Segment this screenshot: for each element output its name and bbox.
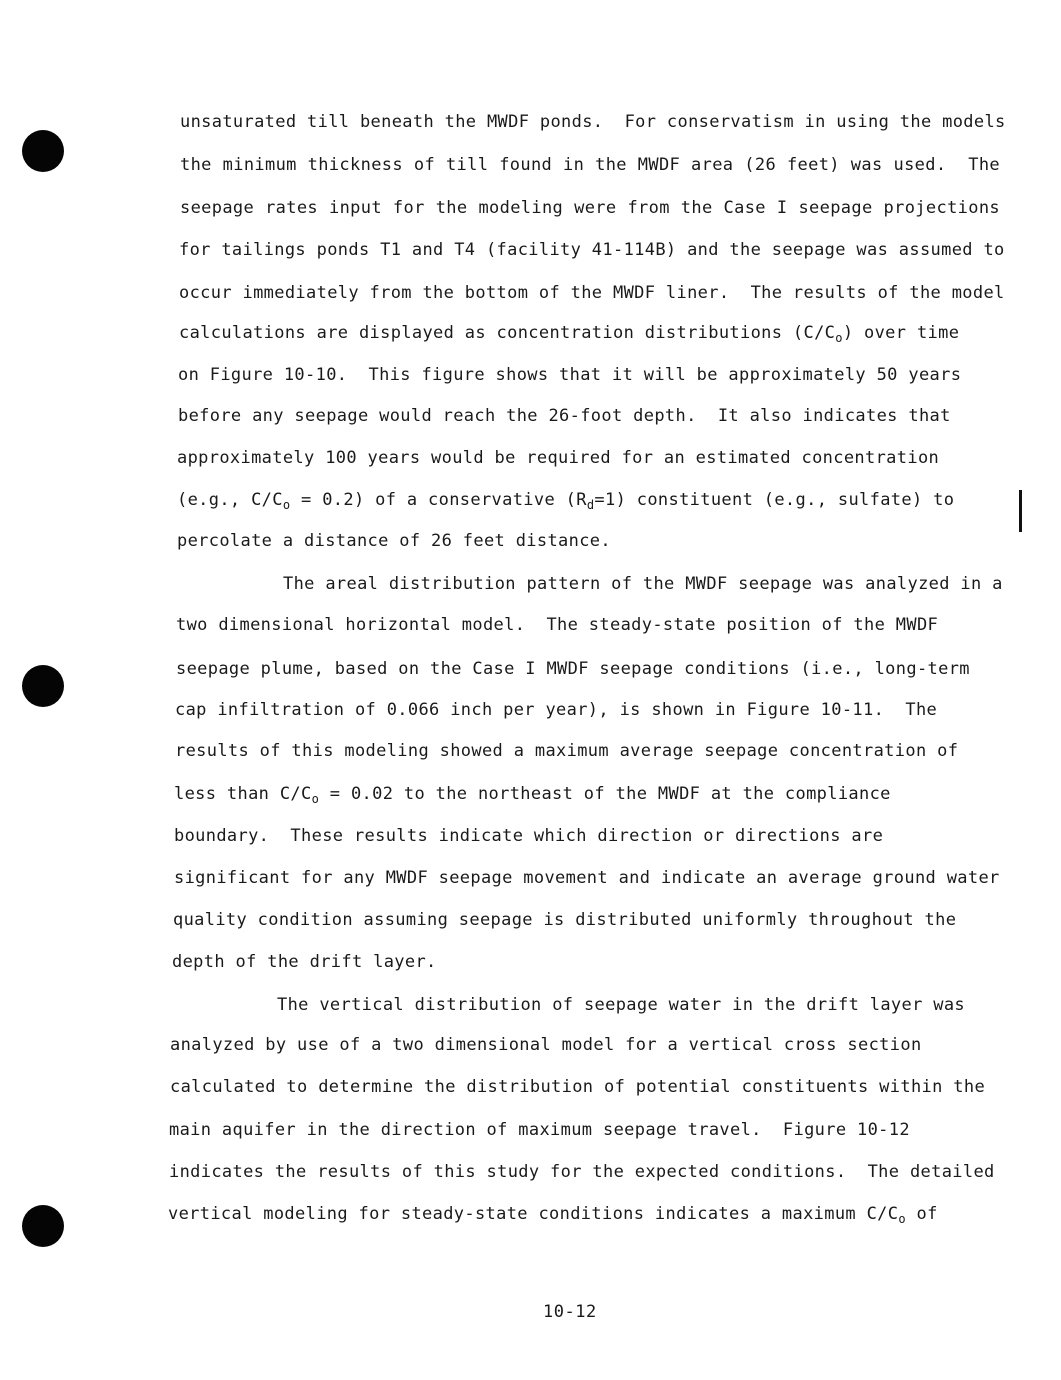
text-segment: =1) constituent (e.g., sulfate) to	[594, 490, 955, 510]
text-line: the minimum thickness of till found in the MWDF area (26 feet) was used. The	[180, 155, 1000, 175]
subscript: o	[898, 1212, 906, 1226]
text-line: The areal distribution pattern of the MWDF seepage was analyzed in a	[283, 574, 1003, 594]
text-line: calculated to determine the distribution of potential constituents within the	[170, 1077, 986, 1097]
text-segment: = 0.02 to the northeast of the MWDF at the compliance	[319, 784, 891, 804]
subscript: o	[311, 792, 320, 806]
text-segment: vertical modeling for steady-state conditions indicates a maximum C/C	[168, 1204, 899, 1224]
text-segment: of	[905, 1204, 938, 1224]
text-line: results of this modeling showed a maximum average seepage concentration of	[175, 741, 959, 761]
text-line: indicates the results of this study for the expected conditions. The detailed	[169, 1162, 995, 1182]
text-line: cap infiltration of 0.066 inch per year), is shown in Figure 10-11. The	[175, 700, 938, 720]
text-line: two dimensional horizontal model. The steady-state position of the MWDF	[176, 615, 939, 635]
text-line	[177, 490, 954, 510]
punch-hole-middle	[22, 665, 64, 707]
subscript: o	[835, 331, 843, 345]
text-segment: = 0.2) of a conservative (R	[290, 490, 587, 510]
text-segment: calculations are displayed as concentration distributions (C/C	[179, 323, 836, 343]
text-line: unsaturated till beneath the MWDF ponds. For conservatism in using the models	[180, 112, 1006, 132]
text-segment: ) over time	[842, 323, 960, 343]
text-line: seepage rates input for the modeling were from the Case I seepage projections	[180, 198, 1000, 218]
text-line: The vertical distribution of seepage water in the drift layer was	[277, 995, 966, 1015]
subscript: d	[586, 498, 595, 512]
text-line: for tailings ponds T1 and T4 (facility 41-114B) and the seepage was assumed to	[179, 240, 1005, 260]
text-line: on Figure 10-10. This figure shows that it will be approximately 50 years	[178, 365, 962, 385]
text-line: seepage plume, based on the Case I MWDF seepage conditions (i.e., long-term	[176, 659, 970, 679]
punch-hole-top	[22, 130, 64, 172]
text-line: analyzed by use of a two dimensional model for a vertical cross section	[170, 1035, 922, 1055]
text-segment: (e.g., C/C	[177, 490, 283, 510]
text-line: significant for any MWDF seepage movement and indicate an average ground water	[174, 868, 1000, 888]
text-line: main aquifer in the direction of maximum seepage travel. Figure 10-12	[169, 1120, 910, 1140]
text-line: approximately 100 years would be required for an estimated concentration	[177, 448, 940, 468]
text-line: before any seepage would reach the 26-foot depth. It also indicates that	[178, 406, 951, 426]
text-line: percolate a distance of 26 feet distance.	[177, 531, 611, 551]
text-line	[168, 1204, 938, 1224]
text-line: quality condition assuming seepage is distributed uniformly throughout the	[173, 910, 957, 930]
text-line	[179, 323, 959, 343]
subscript: o	[282, 498, 291, 512]
text-segment: less than C/C	[174, 784, 312, 804]
text-line	[174, 784, 891, 804]
text-line: occur immediately from the bottom of the MWDF liner. The results of the model	[179, 283, 1005, 303]
punch-hole-bottom	[22, 1205, 64, 1247]
text-line: boundary. These results indicate which direction or directions are	[174, 826, 884, 846]
page-number: 10-12	[543, 1302, 597, 1322]
revision-change-bar	[1019, 490, 1022, 532]
text-line: depth of the drift layer.	[172, 952, 437, 972]
